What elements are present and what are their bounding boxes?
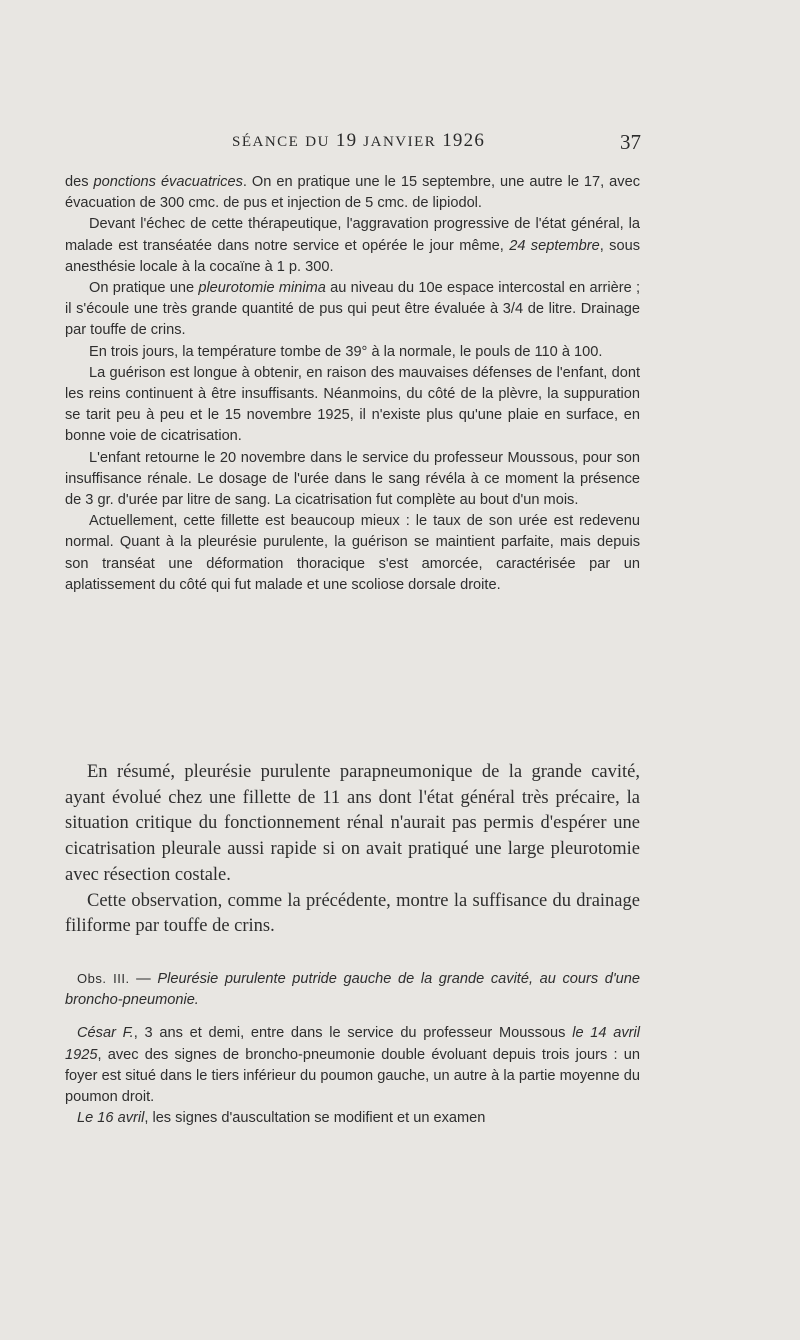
text-run: . On en pratique une le 15 septembre, une autre le 17, avec évacuation de 300 cmc. de pus et injection de 5 cmc. de lipiodol. bbox=[65, 174, 640, 212]
italic-run: ponctions évacuatrices bbox=[93, 174, 243, 190]
running-header bbox=[0, 130, 800, 158]
paragraph-ponctions bbox=[65, 172, 640, 214]
paragraph-16-avril bbox=[65, 1108, 640, 1129]
paragraph-conclusion: Cette observation, comme la précédente, montre la suffisance du drainage filiforme par touffe de crins. bbox=[65, 890, 640, 937]
text-run: , les signes d'auscultation se modifient et un examen bbox=[144, 1110, 486, 1127]
text-run: , 3 ans et demi, entre dans le service du professeur Moussous bbox=[133, 1025, 573, 1042]
header-title bbox=[232, 130, 485, 152]
text-run: On pratique une bbox=[89, 280, 199, 297]
italic-run: 24 septembre bbox=[509, 237, 600, 254]
header-month: JANVIER bbox=[363, 134, 437, 150]
paragraph-operation bbox=[65, 214, 640, 278]
paragraph-pleurotomie bbox=[65, 278, 640, 342]
header-day: 19 bbox=[335, 130, 358, 151]
paragraph-temperature: En trois jours, la température tombe de 39° à la normale, le pouls de 110 à 100. bbox=[89, 343, 603, 360]
paragraph-actuellement: Actuellement, cette fillette est beaucoup mieux : le taux de son urée est redevenu normal. Quant à la pleurésie purulente, la guérison se maintient parfaite, mais depuis son transéat une déformation thoracique s'est amorcée, caractérisée par un aplatissement du côté qui fut malade et une scoliose dorsale droite. bbox=[65, 513, 640, 593]
italic-run: Le 16 avril bbox=[77, 1110, 145, 1127]
italic-run: le 14 avril 1925 bbox=[65, 1025, 641, 1063]
italic-run: César F. bbox=[77, 1025, 134, 1042]
header-year: 1926 bbox=[442, 130, 486, 151]
paragraph-cesar bbox=[65, 1023, 640, 1108]
paragraph-guerison: La guérison est longue à obtenir, en raison des mauvaises défenses de l'enfant, dont les reins continuent à être insuffisants. Néanmoins, du côté de la plèvre, la suppuration se tarit peu à peu et le 15 novembre 1925, il n'existe plus qu'une plaie en surface, en bonne voie de cicatrisation. bbox=[65, 364, 640, 445]
header-du: DU bbox=[305, 134, 330, 150]
text-run: , avec des signes de broncho-pneumonie double évoluant depuis trois jours : un foyer est situé dans le tiers inférieur du poumon gauche, un autre à la partie moyenne du poumon droit. bbox=[65, 1046, 640, 1106]
text-run: , sous anesthésie locale à la cocaïne à 1 p. 300. bbox=[65, 237, 640, 275]
text-run: au niveau du 10e espace intercostal en arrière ; il s'écoule une très grande quantité de pus qui peut être évaluée à 3/4 de litre. Drainage par touffe de crins. bbox=[65, 280, 641, 339]
summary-section bbox=[65, 760, 640, 940]
paragraph-resume: En résumé, pleurésie purulente parapneumonique de la grande cavité, ayant évolué chez une fillette de 11 ans dont l'état général très précaire, la situation critique du fonctionnement rénal n'aurait pas permis d'espérer une cicatrisation pleurale aussi rapide si on avait pratiqué une large pleurotomie avec résection costale. bbox=[65, 762, 640, 885]
observation-label: Obs. III. bbox=[77, 971, 130, 986]
text-run: des bbox=[65, 174, 94, 190]
page-number: 37 bbox=[620, 130, 641, 154]
observation-three bbox=[65, 968, 640, 1129]
case-report-body bbox=[65, 172, 640, 596]
observation-heading: Pleurésie purulente putride gauche de la grande cavité, au cours d'une broncho-pneumonie. bbox=[65, 971, 641, 1009]
observation-title bbox=[65, 968, 640, 1011]
italic-run: pleurotomie minima bbox=[198, 280, 326, 297]
text-run: — bbox=[129, 971, 158, 987]
paragraph-retour: L'enfant retourne le 20 novembre dans le service du professeur Moussous, pour son insuffisance rénale. Le dosage de l'urée dans le sang révéla à ce moment la présence de 3 gr. d'urée par litre de sang. La cicatrisation fut complète au bout d'un mois. bbox=[65, 449, 640, 509]
header-seance: SÉANCE bbox=[232, 134, 300, 150]
text-run: Devant l'échec de cette thérapeutique, l'aggravation progressive de l'état général, la malade est transéatée dans notre service et opérée le jour même, bbox=[65, 216, 640, 254]
